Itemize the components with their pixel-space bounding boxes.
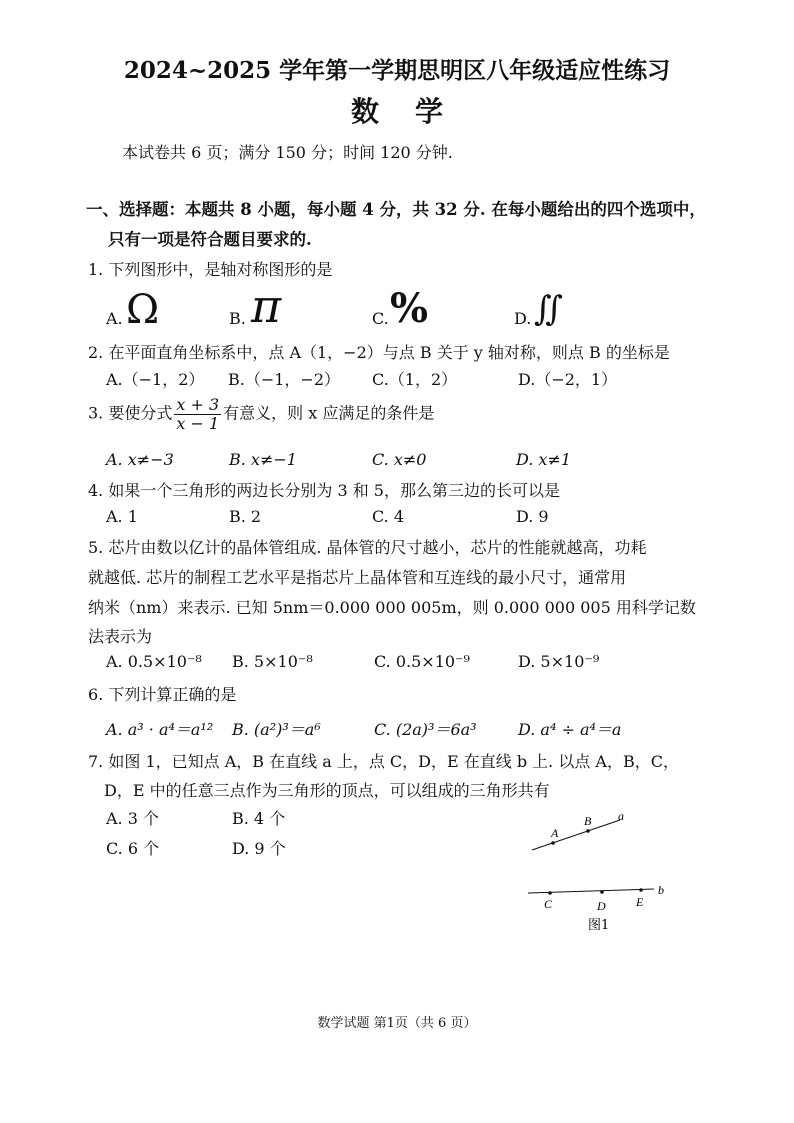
point-c-dot <box>548 891 552 895</box>
q1-d-label: D. <box>514 309 532 328</box>
q4-option-c: C. 4 <box>372 507 405 526</box>
point-c-label: C <box>544 897 553 911</box>
q1-b-label: B. <box>229 309 246 328</box>
q5-line3: 纳米（nm）来表示. 已知 5nm＝0.000 000 005m，则 0.000 000 005 用科学记数 <box>88 598 696 617</box>
q2-option-b: B.（−1，−2） <box>228 370 341 389</box>
q1-stem: 1. 下列图形中，是轴对称图形的是 <box>88 260 333 279</box>
q6-option-d: D. a⁴ ÷ a⁴＝a <box>518 720 622 739</box>
q5-option-d: D. 5×10⁻⁹ <box>518 652 600 671</box>
q5-option-a: A. 0.5×10⁻⁸ <box>106 652 202 671</box>
q7-option-c: C. 6 个 <box>106 839 160 858</box>
q2-stem: 2. 在平面直角坐标系中，点 A（1，−2）与点 B 关于 y 轴对称，则点 B 的坐标是 <box>88 343 670 362</box>
q3-stem <box>88 396 434 432</box>
q5-option-c: C. 0.5×10⁻⁹ <box>374 652 470 671</box>
point-a-label: A <box>551 826 559 840</box>
point-b-dot <box>586 829 590 833</box>
page-footer: 数学试题 第1页（共 6 页） <box>317 1016 477 1031</box>
q7-line2: D，E 中的任意三点作为三角形的顶点，可以组成的三角形共有 <box>104 781 550 800</box>
q3-fraction-numerator: x + 3 <box>176 395 220 414</box>
q5-line2: 就越低. 芯片的制程工艺水平是指芯片上晶体管和互连线的最小尺寸，通常用 <box>88 568 627 587</box>
point-e-dot <box>639 888 643 892</box>
q3-fraction-denominator: x − 1 <box>176 413 220 433</box>
q3-option-d: D. x≠1 <box>516 450 572 469</box>
q1-option-c <box>372 285 429 332</box>
pi-symbol: π <box>251 279 282 333</box>
figure-caption: 图1 <box>588 918 610 933</box>
q3-option-c: C. x≠0 <box>372 450 427 469</box>
line-b <box>528 889 654 893</box>
q7-option-a: A. 3 个 <box>106 809 159 828</box>
q4-stem: 4. 如果一个三角形的两边长分别为 3 和 5，那么第三边的长可以是 <box>88 481 560 500</box>
q5-line4: 法表示为 <box>88 627 153 646</box>
point-b-label: B <box>584 814 592 828</box>
section1-heading: 一、选择题：本题共 8 小题，每小题 4 分，共 32 分. 在每小题给出的四个选项中， <box>86 200 706 219</box>
q4-option-b: B. 2 <box>229 507 262 526</box>
line-b-label: b <box>658 883 664 897</box>
point-d-label: D <box>597 899 606 913</box>
q1-option-a <box>106 287 160 333</box>
percent-symbol: % <box>390 285 429 332</box>
q2-option-a: A.（−1，2） <box>106 370 205 389</box>
q1-option-d <box>514 289 563 329</box>
q4-option-a: A. 1 <box>106 507 138 526</box>
q2-option-c: C.（1，2） <box>372 370 458 389</box>
q6-option-a: A. a³ · a⁴＝a¹² <box>106 720 214 739</box>
exam-title: 2024~2025 学年第一学期思明区八年级适应性练习 <box>123 57 671 84</box>
q6-option-b: B. (a²)³＝a⁶ <box>232 720 321 739</box>
q4-option-d: D. 9 <box>516 507 549 526</box>
q3-option-a: A. x≠−3 <box>106 450 174 469</box>
q1-option-b <box>229 279 282 333</box>
double-integral-symbol: ∬ <box>534 289 563 329</box>
line-a <box>532 820 620 850</box>
subject-title: 数学 <box>350 95 479 128</box>
q1-c-label: C. <box>372 309 389 328</box>
q7-option-b: B. 4 个 <box>232 809 286 828</box>
q7-option-d: D. 9 个 <box>232 839 286 858</box>
q3-stem-prefix: 3. 要使分式 <box>88 403 173 423</box>
q6-option-c: C. (2a)³＝6a³ <box>374 720 477 739</box>
q3-option-b: B. x≠−1 <box>229 450 297 469</box>
q3-fraction <box>174 396 221 432</box>
q2-option-d: D.（−2，1） <box>518 370 618 389</box>
omega-symbol: Ω <box>126 287 160 333</box>
q5-option-b: B. 5×10⁻⁸ <box>232 652 313 671</box>
q5-line1: 5. 芯片由数以亿计的晶体管组成. 晶体管的尺寸越小，芯片的性能就越高，功耗 <box>88 538 647 557</box>
exam-info: 本试卷共 6 页；满分 150 分；时间 120 分钟. <box>122 143 453 162</box>
point-a-dot <box>551 841 555 845</box>
q6-stem: 6. 下列计算正确的是 <box>88 685 237 704</box>
figure-1-diagram <box>520 806 680 936</box>
q7-line1: 7. 如图 1，已知点 A，B 在直线 a 上，点 C，D，E 在直线 b 上. 以点 A，B，C， <box>88 752 679 771</box>
point-e-label: E <box>636 895 644 909</box>
point-d-dot <box>600 890 604 894</box>
q1-a-label: A. <box>106 309 123 328</box>
section1-heading-cont: 只有一项是符合题目要求的. <box>108 230 312 249</box>
line-a-label: a <box>618 809 624 823</box>
q3-stem-suffix: 有意义，则 x 应满足的条件是 <box>223 403 435 423</box>
